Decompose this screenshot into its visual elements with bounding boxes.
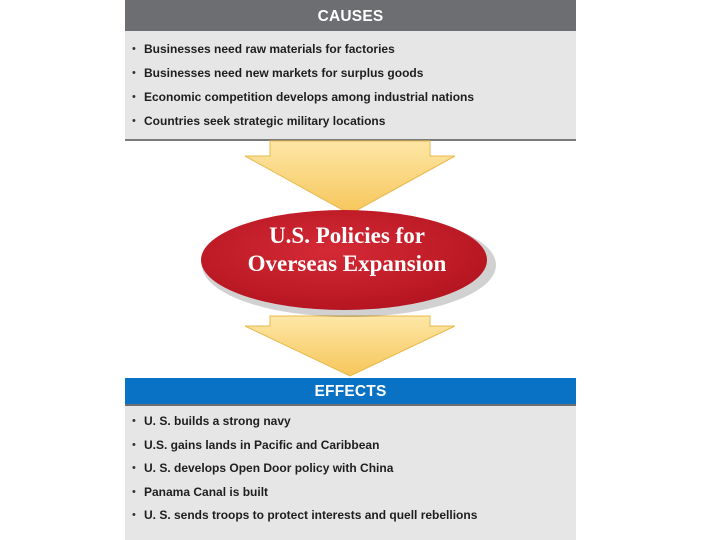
cause-item-text: Businesses need raw materials for factories: [144, 42, 395, 56]
down-arrow-icon: [245, 141, 455, 214]
effect-item: [125, 434, 576, 458]
effect-item-text: U. S. builds a strong navy: [144, 414, 291, 428]
effect-item-text: Panama Canal is built: [144, 484, 269, 499]
effects-panel: [125, 378, 576, 540]
bullet-icon: •: [132, 91, 136, 103]
effect-item: [125, 457, 576, 481]
bullet-icon: •: [132, 67, 136, 79]
policies-title-line-1: U.S. Policies for: [269, 223, 425, 248]
cause-item-text: Businesses need new markets for surplus goods: [144, 66, 424, 80]
causes-header: CAUSES: [125, 0, 576, 31]
bullet-icon: •: [132, 462, 136, 474]
cause-item-text: Countries seek strategic military locations: [144, 114, 386, 128]
effect-item: [125, 410, 576, 434]
policies-title: [203, 222, 491, 278]
bullet-icon: •: [132, 438, 136, 451]
effect-item: [125, 504, 576, 528]
cause-item-text: Economic competition develops among industrial nations: [144, 90, 475, 104]
bullet-icon: •: [132, 485, 136, 498]
effect-item: [125, 481, 576, 505]
bullet-icon: •: [132, 115, 136, 127]
bullet-icon: •: [132, 43, 136, 55]
down-arrow-icon: [245, 316, 455, 376]
policies-title-line-2: Overseas Expansion: [247, 251, 447, 276]
effect-item-text: U. S. develops Open Door policy with China: [144, 461, 394, 475]
effects-header: EFFECTS: [125, 378, 576, 406]
bullet-icon: •: [132, 509, 136, 521]
effect-item-text: U. S. sends troops to protect interests and quell rebellions: [144, 508, 478, 522]
bullet-icon: •: [132, 415, 136, 427]
effects-list: [125, 406, 576, 528]
effect-item-text: U.S. gains lands in Pacific and Caribbean: [144, 437, 380, 452]
